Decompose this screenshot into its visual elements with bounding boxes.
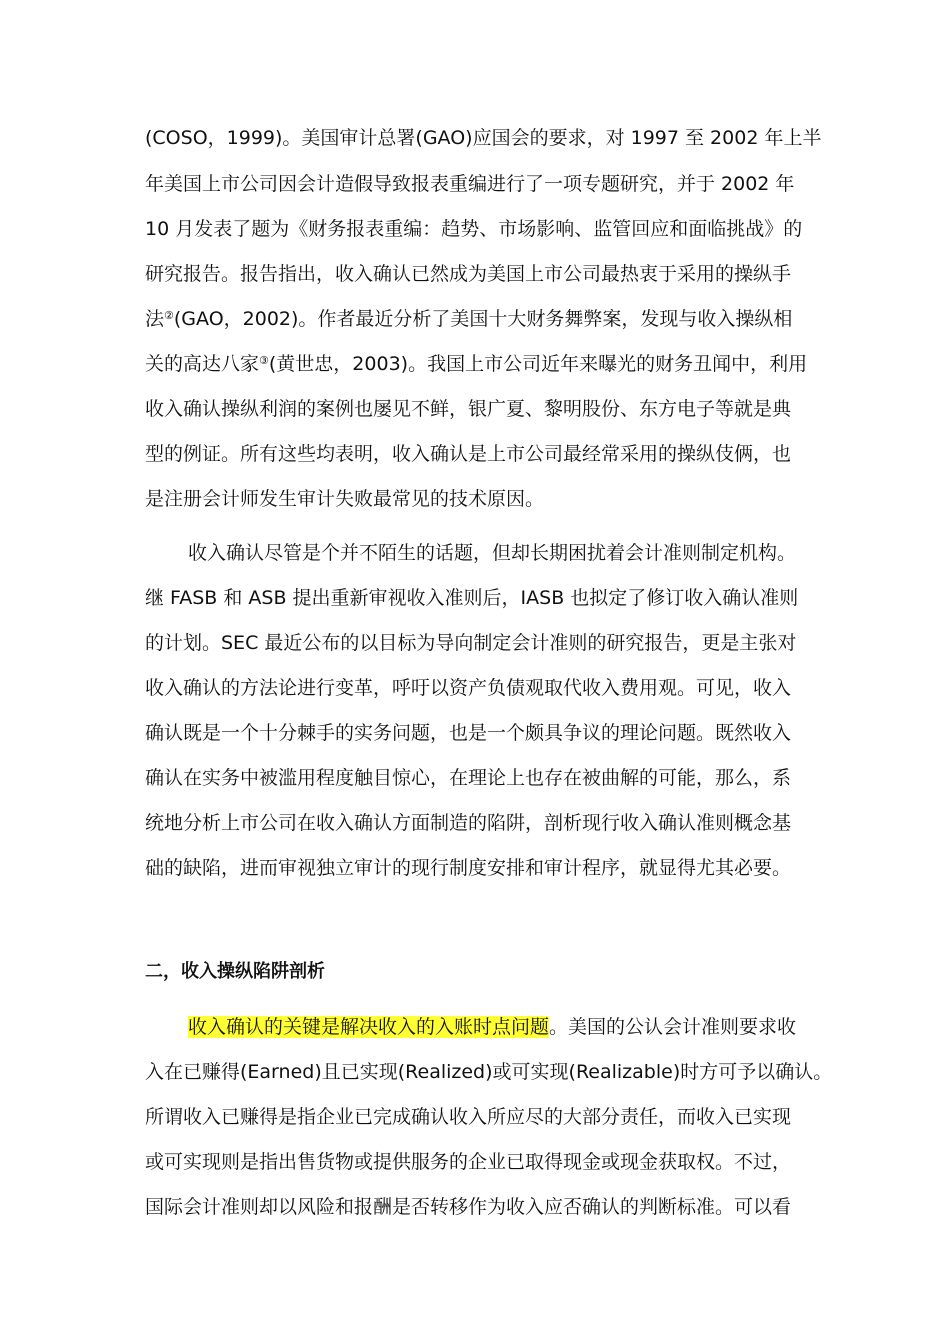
paragraph-line: (COSO，1999)。美国审计总署(GAO)应国会的要求，对 1997 至 2002 年上半: [145, 127, 822, 149]
paragraph-line: 收入确认的方法论进行变革，呼吁以资产负债观取代收入费用观。可见，收入: [145, 677, 792, 699]
highlighted-text: 收入确认的关键是解决收入的入账时点问题: [188, 1016, 550, 1038]
paragraph-line: 研究报告。报告指出，收入确认已然成为美国上市公司最热衷于采用的操纵手: [145, 263, 792, 285]
section-heading: 二，收入操纵陷阱剖析: [145, 961, 325, 982]
paragraph-line: 所谓收入已赚得是指企业已完成确认收入所应尽的大部分责任，而收入已实现: [145, 1106, 792, 1128]
paragraph-line: 年美国上市公司因会计造假导致报表重编进行了一项专题研究，并于 2002 年: [145, 173, 795, 195]
paragraph-line: 统地分析上市公司在收入确认方面制造的陷阱，剖析现行收入确认准则概念基: [145, 812, 792, 834]
paragraph-line: 型的例证。所有这些均表明，收入确认是上市公司最经常采用的操纵伎俩，也: [145, 443, 792, 465]
paragraph-line: 是注册会计师发生审计失败最常见的技术原因。: [145, 488, 545, 510]
footnote-marker: ③: [259, 354, 269, 367]
footnote-marker: ②: [164, 309, 174, 322]
paragraph-line: 继 FASB 和 ASB 提出重新审视收入准则后，IASB 也拟定了修订收入确认准则: [145, 587, 799, 609]
paragraph-line: [188, 1015, 796, 1039]
paragraph-line: 的计划。SEC 最近公布的以目标为导向制定会计准则的研究报告，更是主张对: [145, 632, 797, 654]
paragraph-line: 入在已赚得(Earned)且已实现(Realized)或可实现(Realizable)时方可予以确认。: [145, 1061, 833, 1083]
paragraph-line: 收入确认尽管是个并不陌生的话题，但却长期困扰着会计准则制定机构。: [188, 542, 797, 564]
text-run: 法: [145, 308, 165, 330]
paragraph-line: 10 月发表了题为《财务报表重编：趋势、市场影响、监管回应和面临挑战》的: [145, 218, 803, 240]
text-run: (黄世忠，2003)。我国上市公司近年来曝光的财务丑闻中，利用: [268, 353, 808, 375]
text-run: (GAO，2002)。作者最近分析了美国十大财务舞弊案，发现与收入操纵相: [173, 308, 793, 330]
text-run: 。美国的公认会计准则要求收: [549, 1016, 797, 1038]
paragraph-line: 收入确认操纵利润的案例也屡见不鲜，银广夏、黎明股份、东方电子等就是典: [145, 398, 792, 420]
paragraph-line: 确认在实务中被滥用程度触目惊心，在理论上也存在被曲解的可能，那么，系: [145, 767, 792, 789]
paragraph-line: [145, 307, 792, 331]
text-run: 关的高达八家: [145, 353, 260, 375]
paragraph-line: 或可实现则是指出售货物或提供服务的企业已取得现金或现金获取权。不过，: [145, 1151, 792, 1173]
paragraph-line: 国际会计准则却以风险和报酬是否转移作为收入应否确认的判断标准。可以看: [145, 1196, 792, 1218]
paragraph-line: 确认既是一个十分棘手的实务问题，也是一个颇具争议的理论问题。既然收入: [145, 722, 792, 744]
paragraph-line: [145, 352, 807, 376]
paragraph-line: 础的缺陷，进而审视独立审计的现行制度安排和审计程序，就显得尤其必要。: [145, 857, 792, 879]
